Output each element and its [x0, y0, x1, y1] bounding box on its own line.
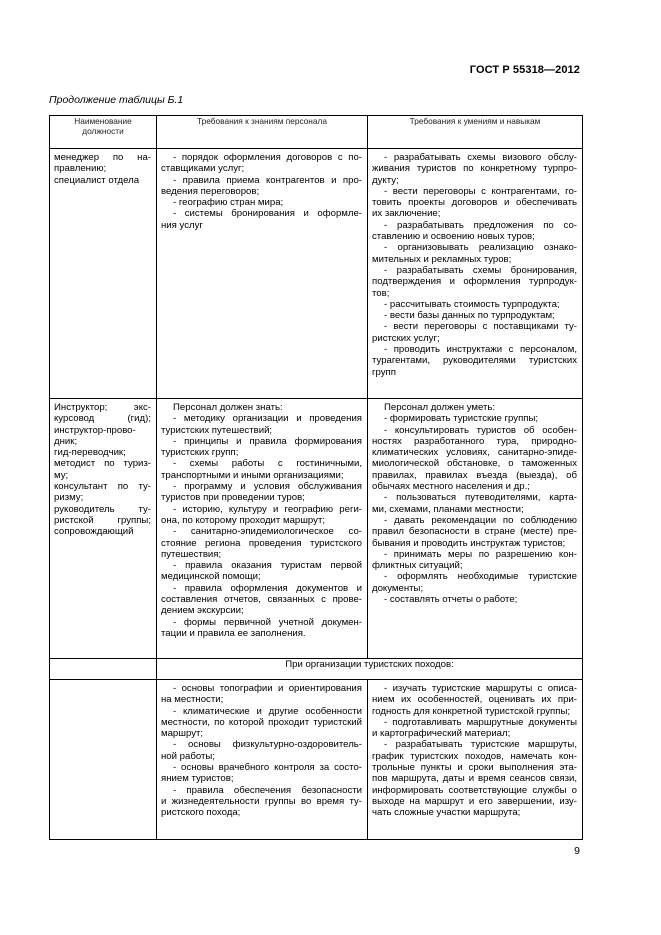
- text-line: путешествия;: [161, 548, 222, 560]
- text-line: Требования к знаниям персонала: [197, 116, 327, 126]
- text-line: руководитель ту-: [54, 503, 151, 515]
- text-line: - санитарно-эпидемиологическое со-: [173, 526, 362, 538]
- text-line: специалист отдела: [54, 174, 140, 186]
- text-line: туристов при проведении туров;: [161, 492, 305, 504]
- text-line: график туристских походов, намечать кон-: [372, 750, 577, 762]
- text-line: выходе на маршрут и его завершении, изу-: [372, 795, 577, 807]
- text-line: - схемы работы с гостиничными,: [173, 458, 362, 470]
- text-line: гид-переводчик;: [54, 447, 126, 459]
- text-line: янием туристов;: [161, 773, 234, 785]
- text-line: - подготавливать маршрутные документы: [384, 716, 577, 728]
- text-line: ристской группы;: [54, 514, 151, 526]
- text-line: ми, схемами, планами местности;: [372, 503, 524, 515]
- text-line: - правила приема контрагентов и про-: [173, 174, 362, 186]
- text-line: - принципы и правила формирования: [173, 435, 362, 447]
- text-line: турагентами, руководителями туристских: [372, 355, 577, 367]
- cell-skills: [368, 680, 583, 840]
- text-line: - составлять отчеты о работе;: [384, 594, 518, 606]
- text-line: мительных и рекламных туров;: [372, 253, 512, 265]
- text-line: - климатические и другие особенности: [173, 705, 362, 717]
- text-line: ристских услуг;: [372, 332, 440, 344]
- text-line: му;: [54, 469, 69, 481]
- requirements-table: [49, 115, 583, 840]
- text-line: ведения переговоров;: [161, 185, 260, 197]
- text-line: методист по туриз-: [54, 458, 151, 470]
- text-line: - оформлять необходимые туристские: [384, 571, 577, 583]
- text-line: менеджер по на-: [54, 152, 151, 163]
- cell-position-empty: [50, 680, 157, 840]
- text-line: - рассчитывать стоимость турпродукта;: [384, 298, 560, 310]
- text-line: - разрабатывать туристские маршруты,: [384, 739, 577, 751]
- text-line: - правила оформления документов и: [173, 582, 362, 594]
- text-line: - вести переговоры с поставщиками ту-: [384, 321, 577, 333]
- text-line: ставлению и освоению новых туров;: [372, 231, 535, 243]
- text-line: чать сложные участки маршрута;: [372, 807, 521, 819]
- text-line: ризму;: [54, 492, 84, 504]
- text-line: нием их особенностей, оценивать их при-: [372, 694, 577, 706]
- text-line: правилах, правилах въезда (выезда), об: [372, 469, 577, 481]
- text-line: ставщиками услуг;: [161, 163, 245, 175]
- text-line: курсовод (гид);: [54, 413, 151, 425]
- text-line: - принимать меры по разрешению кон-: [384, 548, 577, 560]
- text-line: - давать рекомендации по соблюдению: [384, 514, 577, 526]
- header-skills: [368, 116, 583, 149]
- text-line: - пользоваться путеводителями, карта-: [384, 492, 577, 504]
- text-line: дением экскурсии;: [161, 605, 244, 617]
- cell-knowledge: [157, 680, 368, 840]
- text-line: тации и правила ее заполнения.: [161, 627, 306, 639]
- text-line: на местности;: [161, 694, 224, 706]
- cell-position: [50, 149, 157, 399]
- cell-position-empty: [50, 659, 157, 680]
- cell-skills: [368, 149, 583, 399]
- text-line: фликтных ситуаций;: [372, 560, 463, 572]
- table-row: [50, 399, 583, 659]
- text-line: - консультировать туристов об особен-: [384, 424, 577, 436]
- text-line: туристских путешествий;: [161, 424, 273, 436]
- text-line: - историю, культуру и географию реги-: [173, 503, 362, 515]
- text-line: - основы топографии и ориентирования: [173, 683, 362, 694]
- text-line: групп: [372, 366, 396, 378]
- section-title: При организации туристских походов:: [157, 659, 583, 680]
- text-line: - основы врачебного контроля за состо-: [173, 762, 362, 774]
- text-line: информировать соответствующие службы о: [372, 784, 577, 796]
- table-caption: Продолжение таблицы Б.1: [49, 94, 184, 106]
- cell-position: [50, 399, 157, 659]
- text-line: - основы физкультурно-оздоровитель-: [173, 739, 362, 751]
- cell-skills: [368, 399, 583, 659]
- text-line: ния услуг: [161, 219, 203, 231]
- text-line: - формы первичной учетной докумен-: [173, 616, 362, 628]
- text-line: - разрабатывать предложения по со-: [384, 219, 577, 231]
- cell-knowledge: [157, 149, 368, 399]
- table-row: [50, 149, 583, 399]
- text-line: товить проекты договоров и обеспечивать: [372, 197, 577, 209]
- cell-knowledge: [157, 399, 368, 659]
- text-line: она, по которому проходит маршрут;: [161, 514, 326, 526]
- text-line: климатических условиях, санитарно-эпиде-: [372, 447, 577, 459]
- text-line: бывания и проводить инструктаж туристов;: [372, 537, 566, 549]
- page-number: 9: [574, 845, 580, 857]
- text-line: - формировать туристские группы;: [384, 413, 539, 425]
- text-line: - правила обеспечения безопасности: [173, 784, 362, 796]
- text-line: их заключение;: [372, 208, 441, 220]
- text-line: - географию стран мира;: [173, 197, 284, 209]
- text-line: консультант по ту-: [54, 481, 151, 493]
- text-line: правлению;: [54, 163, 107, 175]
- text-line: туристских групп;: [161, 447, 239, 459]
- text-line: живания туристов по конкретному турпро-: [372, 163, 577, 175]
- text-line: должности: [82, 126, 124, 136]
- text-line: - методику организации и проведения: [173, 413, 362, 425]
- text-line: маршрут;: [161, 728, 204, 740]
- text-line: транспортными и иными организациями;: [161, 469, 344, 481]
- text-line: пов маршрута, даты и время сеансов связи,: [372, 773, 577, 785]
- text-line: тов;: [372, 287, 390, 299]
- text-line: и картографический материал;: [372, 728, 511, 740]
- table-header-row: [50, 116, 583, 149]
- text-line: миологической обстановке, о таможенных: [372, 458, 577, 470]
- header-knowledge: [157, 116, 368, 149]
- text-line: сопровождающий: [54, 526, 134, 538]
- section-row: [50, 659, 583, 680]
- text-line: - вести переговоры с контрагентами, го-: [384, 185, 577, 197]
- text-line: документы;: [372, 582, 424, 594]
- text-line: и жизнедеятельности группы во время ту-: [161, 795, 362, 807]
- text-line: составления отчетов, связанных с прове-: [161, 594, 362, 606]
- table-row: [50, 680, 583, 840]
- text-line: Наименование: [74, 116, 132, 126]
- text-line: - разрабатывать схемы бронирования,: [384, 264, 577, 276]
- text-line: ристского похода;: [161, 807, 241, 819]
- text-line: Персонал должен уметь:: [384, 402, 496, 413]
- text-line: дник;: [54, 435, 78, 447]
- text-line: - правила оказания туристам первой: [173, 560, 362, 572]
- text-line: - проводить инструктажи с персоналом,: [384, 344, 577, 356]
- text-line: обычаях местного населения и др.;: [372, 481, 530, 493]
- text-line: Персонал должен знать:: [173, 402, 283, 413]
- text-line: годность для конкретной туристской группы;: [372, 705, 571, 717]
- text-line: ной работы;: [161, 750, 215, 762]
- document-header: ГОСТ Р 55318—2012: [469, 64, 580, 76]
- text-line: - вести базы данных по турпродуктам;: [384, 310, 555, 322]
- text-line: трольные пункты и сроки выполнения эта-: [372, 762, 577, 774]
- text-line: - программу и условия обслуживания: [173, 481, 362, 493]
- text-line: - изучать туристские маршруты с описа-: [384, 683, 577, 694]
- text-line: стояние региона проведения туристского: [161, 537, 362, 549]
- text-line: - организовывать реализацию ознако-: [384, 242, 577, 254]
- text-line: инструктор-прово-: [54, 424, 136, 436]
- text-line: правил безопасности в стране (месте) пре-: [372, 526, 577, 538]
- text-line: - системы бронирования и оформле-: [173, 208, 362, 220]
- text-line: дукту;: [372, 174, 399, 186]
- header-position: [50, 116, 157, 149]
- text-line: - разрабатывать схемы визового обслу-: [384, 152, 577, 163]
- text-line: ностях разработанного тура, природно-: [372, 435, 577, 447]
- text-line: местности, по которой проходит туристский: [161, 716, 362, 728]
- text-line: подтверждения и оформления турпродук-: [372, 276, 577, 288]
- text-line: Требования к умениям и навыкам: [409, 116, 541, 126]
- text-line: Инструктор; экс-: [54, 402, 151, 413]
- text-line: - порядок оформления договоров с по-: [173, 152, 362, 163]
- text-line: медицинской помощи;: [161, 571, 261, 583]
